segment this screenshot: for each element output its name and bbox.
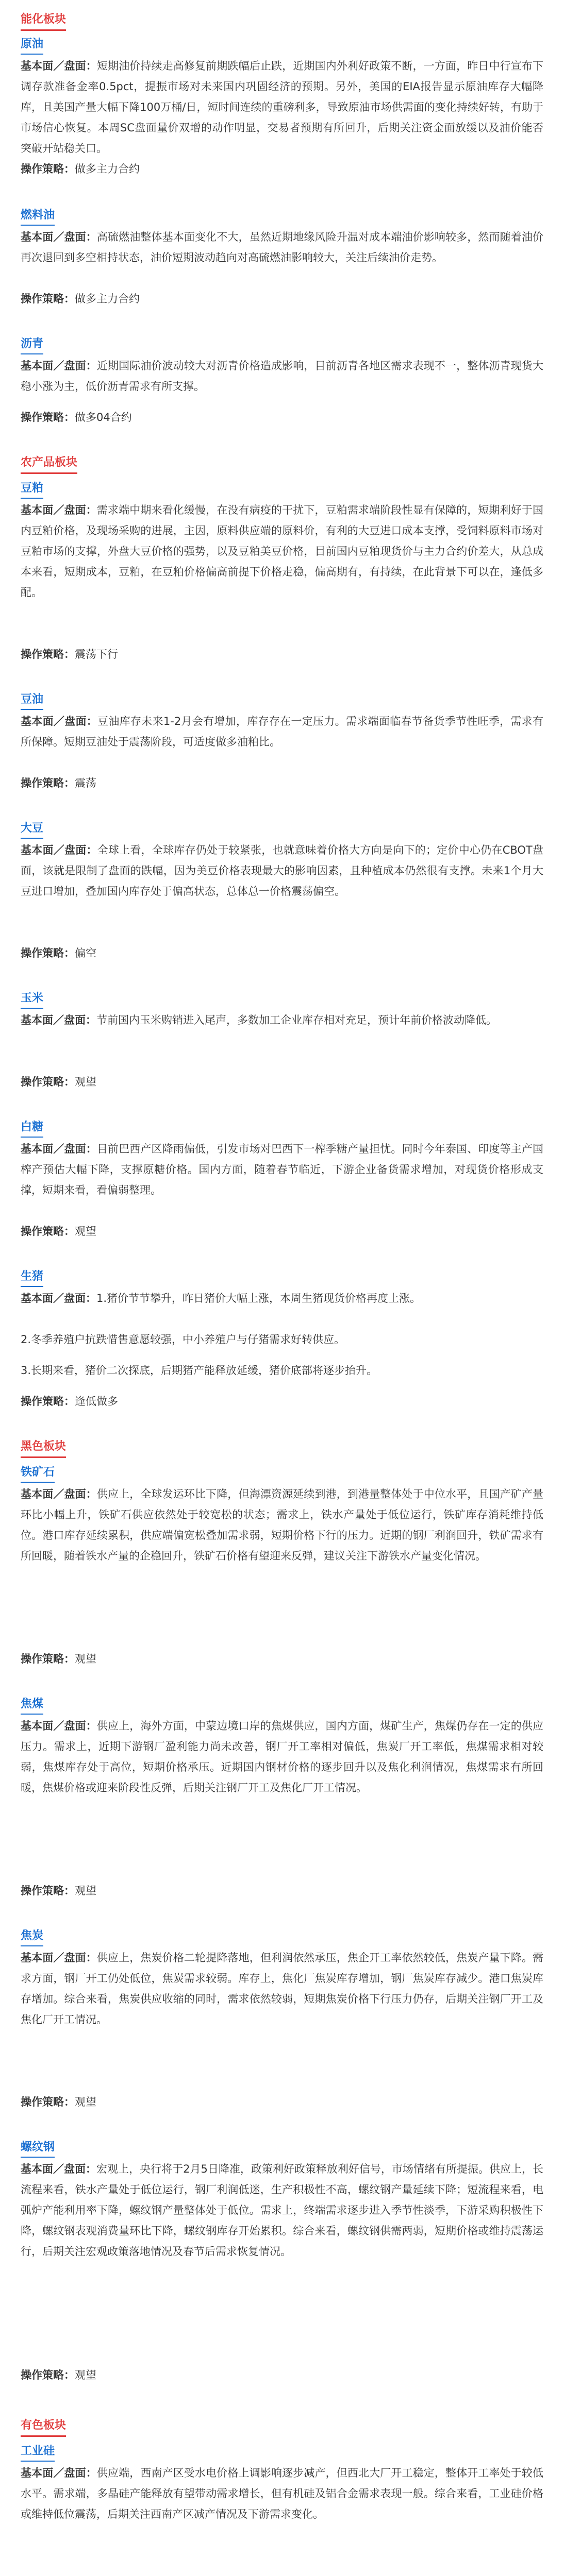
fuel-text: 基本面／盘面：高硫燃油整体基本面变化不大，虽然近期地缘风险升温对成本端油价影响较多，然而随着油价再次退回到多空相持状态，油价短期波动趋向对高硫燃油影响较大，关注后续油价走势。 (21, 231, 544, 264)
soybean-text: 基本面／盘面：全球上看，全球库存仍处于较紧张，也就意味着价格大方向是向下的；定价中心仍在CBOT盘面，该就是限制了盘面的跌幅，因为美豆价格表现最大的影响因素，且种植成本仍然很有支撑。未来1个月大豆进口增加，叠加国内库存处于偏高状态，总体总一价格震荡偏空。 (21, 844, 543, 897)
hog-text-3: 3.长期来看，猪价二次探底，后期猪产能释放延缓，猪价底部将逐步抬升。 (21, 1364, 378, 1377)
item-title-soyoil: 豆油 (21, 690, 43, 710)
soymeal-text: 基本面／盘面：需求端中期来看化缓慢，在没有病疫的干扰下，豆粕需求端阶段性显有保障的，短期利好于国内豆粕价格，及现场采购的进展，主因，原料供应端的原料价，有利的大豆进口成本支撑，受饲料原料市场对豆粕市场的支撑，外盘大豆价格的强势，以及豆粕美豆价格，目前国内豆粕现货价与主力合约价差大，从总成本来看，短期成本，豆粕，在豆粕价格偏高前提下价格走稳，偏高期有，有持续，在此背景下可以在，逢低多配。 (21, 504, 544, 599)
crude-text: 基本面／盘面：短期油价持续走高修复前期跌幅后止跌，近期国内外利好政策不断，一方面，昨日中行宣布下调存款准备金率0.5pct，提振市场对未来国内巩固经济的预期。另外，美国的EIA报告显示原油库存大幅降库，且美国产量大幅下降100万桶/日，短时间连续的重磅利多，导致原油市场供需面的变化持续好转，有助于市场信心恢复。本周SC盘面量价双增的动作明显，交易者预期有所回升，后期关注资金面放缓以及油价能否突破开站稳关口。 (21, 60, 544, 155)
item-title-iron-ore: 铁矿石 (21, 1463, 55, 1483)
item-title-hog: 生猪 (21, 1267, 43, 1287)
section-ferrous: 黑色板块 (21, 1437, 66, 1458)
iron-ore-text: 基本面／盘面：供应上，全球发运环比下降，但海漂资源延续到港，到港量整体处于中位水平，且国产矿产量环比小幅上升，铁矿石供应依然处于较宽松的状态；需求上，铁水产量处于低位运行，铁矿库存消耗维持低位。港口库存延续累积，供应端偏宽松叠加需求弱，短期价格下行的压力。近期的钢厂利润回升，铁矿需求有所回暖，随着铁水产量的企稳回升，铁矿石价格有望迎来反弹，建议关注下游铁水产量变化情况。 (21, 1488, 544, 1562)
fuel-strategy: 操作策略：做多主力合约 (21, 293, 140, 305)
item-title-crude: 原油 (21, 35, 43, 55)
item-title-sugar: 白糖 (21, 1118, 43, 1138)
corn-strategy: 操作策略：观望 (21, 1076, 96, 1088)
item-title-coke: 焦炭 (21, 1927, 43, 1946)
soybean-strategy: 操作策略：偏空 (21, 947, 96, 959)
item-title-rebar: 螺纹钢 (21, 2138, 55, 2158)
sugar-text: 基本面／盘面：目前巴西产区降雨偏低，引发市场对巴西下一榨季糖产量担忧。同时今年泰国、印度等主产国榨产预估大幅下降，支撑原糖价格。国内方面，随着春节临近，下游企业备货需求增加，对现货价格形成支撑，短期来看，看偏弱整理。 (21, 1143, 544, 1196)
item-title-asphalt: 沥青 (21, 335, 43, 354)
hog-strategy: 操作策略：逢低做多 (21, 1395, 118, 1408)
section-energy: 能化板块 (21, 10, 66, 31)
asphalt-text: 基本面／盘面：近期国际油价波动较大对沥青价格造成影响，目前沥青各地区需求表现不一，整体沥青现货大稳小涨为主，低价沥青需求有所支撑。 (21, 360, 544, 393)
soymeal-strategy: 操作策略：震荡下行 (21, 648, 118, 660)
silicon-text: 基本面／盘面：供应端，西南产区受水电价格上调影响逐步减产，但西北大厂开工稳定，整体开工率处于较低水平。需求端，多晶硅产能释放有望带动需求增长，但有机硅及铝合金需求表现一般。综合来看，工业硅价格或维持低位震荡，后期关注西南产区减产情况及下游需求变化。 (21, 2467, 544, 2520)
sugar-strategy: 操作策略：观望 (21, 1225, 96, 1238)
hog-text-1: 基本面／盘面：1.猪价节节攀升，昨日猪价大幅上涨，本周生猪现货价格再度上涨。 (21, 1292, 421, 1304)
hog-text-2: 2.冬季养殖户抗跌惜售意愿较强，中小养殖户与仔猪需求好转供应。 (21, 1333, 345, 1346)
item-title-coking-coal: 焦煤 (21, 1695, 43, 1715)
section-nonferrous: 有色板块 (21, 2416, 66, 2437)
crude-strategy: 操作策略：做多主力合约 (21, 163, 140, 175)
corn-text: 基本面／盘面：节前国内玉米购销进入尾声，多数加工企业库存相对充足，预计年前价格波动降低。 (21, 1014, 497, 1026)
item-title-soymeal: 豆粕 (21, 479, 43, 499)
asphalt-strategy: 操作策略：做多04合约 (21, 411, 132, 423)
item-title-silicon: 工业硅 (21, 2442, 55, 2462)
coke-strategy: 操作策略：观望 (21, 2096, 96, 2108)
item-title-fuel: 燃料油 (21, 206, 55, 226)
iron-ore-strategy: 操作策略：观望 (21, 1653, 96, 1665)
section-agri: 农产品板块 (21, 453, 77, 474)
soyoil-text: 基本面／盘面：豆油库存未来1-2月会有增加，库存存在一定压力。需求端面临春节备货季节性旺季，需求有所保障。短期豆油处于震荡阶段，可适度做多油粕比。 (21, 715, 544, 748)
rebar-strategy: 操作策略：观望 (21, 2369, 96, 2381)
item-title-corn: 玉米 (21, 989, 43, 1009)
coking-coal-strategy: 操作策略：观望 (21, 1885, 96, 1897)
soyoil-strategy: 操作策略：震荡 (21, 777, 96, 789)
rebar-text: 基本面／盘面：宏观上，央行将于2月5日降准，政策利好政策释放利好信号，市场情绪有所提振。供应上，长流程来看，铁水产量处于低位运行，钢厂利润低迷，生产积极性不高，螺纹钢产量延续下降；短流程来看，电弧炉产能利用率下降，螺纹钢产量整体处于低位。需求上，终端需求逐步进入季节性淡季，下游采购积极性下降，螺纹钢表观消费量环比下降，螺纹钢库存开始累积。综合来看，螺纹钢供需两弱，短期价格或维持震荡运行，后期关注宏观政策落地情况及春节后需求恢复情况。 (21, 2163, 544, 2258)
coking-coal-text: 基本面／盘面：供应上，海外方面，中蒙边境口岸的焦煤供应，国内方面，煤矿生产，焦煤仍存在一定的供应压力。需求上，近期下游钢厂盈利能力尚未改善，钢厂开工率相对偏低，焦炭厂开工率低，焦煤需求相对较弱，焦煤库存处于高位，短期价格承压。近期国内钢材价格的逐步回升以及焦化利润情况，焦煤需求有所回暖，焦煤价格或迎来阶段性反弹，后期关注钢厂开工及焦化厂开工情况。 (21, 1720, 544, 1794)
coke-text: 基本面／盘面：供应上，焦炭价格二轮提降落地，但利润依然承压，焦企开工率依然较低，焦炭产量下降。需求方面，钢厂开工仍处低位，焦炭需求较弱。库存上，焦化厂焦炭库存增加，钢厂焦炭库存减少。港口焦炭库存增加。综合来看，焦炭供应收缩的同时，需求依然较弱，短期焦炭价格下行压力仍存，后期关注钢厂开工及焦化厂开工情况。 (21, 1952, 544, 2026)
item-title-soybean: 大豆 (21, 819, 43, 839)
